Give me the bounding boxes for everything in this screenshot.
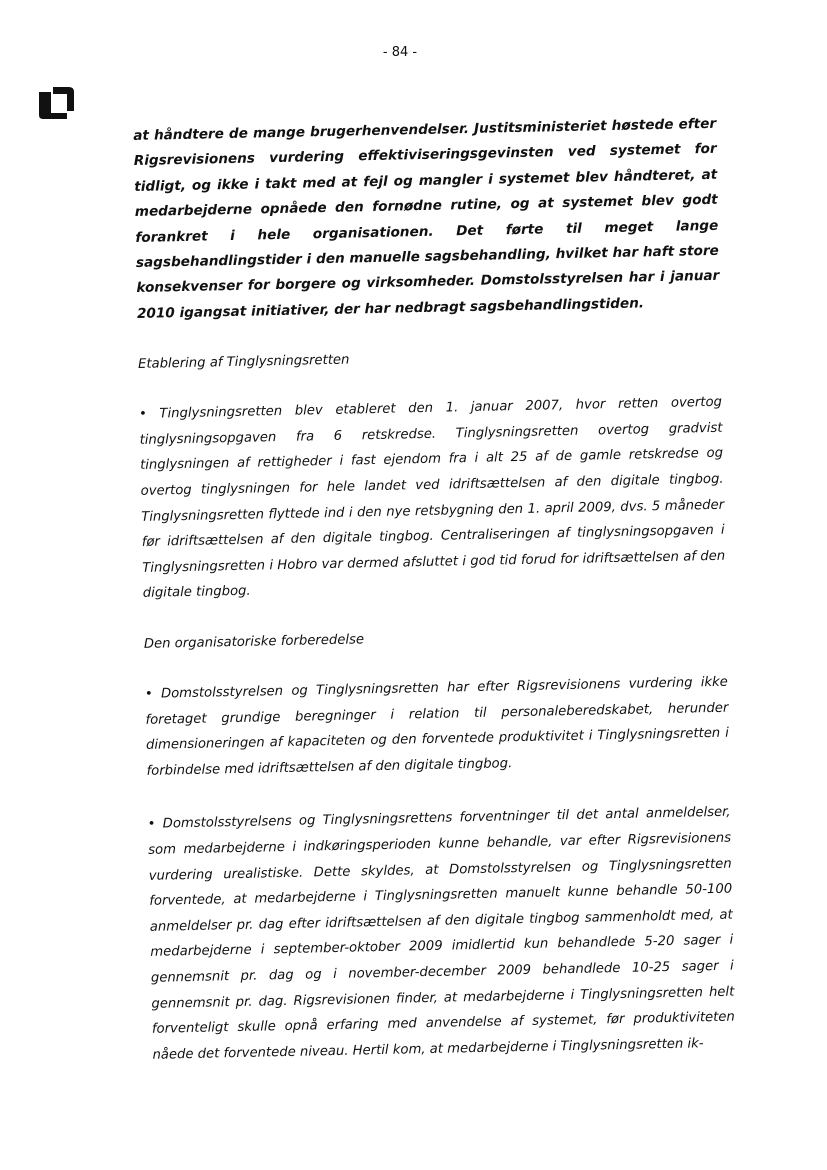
bullet-paragraph: • Domstolsstyrelsens og Tinglysningsrettens forventninger til det antal anmeldelser, som medarbejderne i indkøringsperioden kunne behandle, var efter Rigsrevisionens vurdering urealistiske. Dette skyldes, at Domstolsstyrelsen og Tinglysningsretten forventede, at medarbejderne i Tinglysningsretten manuelt kunne behandle 50-100 anmeldelser pr. dag efter idriftsættelsen af den digitale tingbog sammenholdt med, at medarbejderne i september-oktober 2009 imidlertid kun behandlede 5-20 sager i gennemsnit pr. dag og i november-december 2009 behandlede 10-25 sager i gennemsnit pr. dag. Rigsrevisionen finder, at medarbejderne i Tinglysningsretten helt forventeligt skulle opnå erfaring med anvendelse af systemet, før produktiviteten nåede det forventede niveau. Hertil kom, at medarbejderne i Tinglysningsretten ik- [147,805,735,1063]
intro-paragraph: at håndtere de mange brugerhenvendelser. Justitsministeriet høstede efter Rigsrevisionens vurdering effektiviseringsgevinsten ved systemet for tidligt, og ikke i takt med at fejl og mangler i systemet blev håndteret, at medarbejderne opnåede den fornødne rutine, og at systemet blev godt forankret i hele organisationen. Det førte til meget lange sagsbehandlingstider i den manuelle sagsbehandling, hvilket har haft store konsekvenser for borgere og virksomheder. Domstolsstyrelsen har i januar 2010 igangsat initiativer, der har nedbragt sagsbehandlingstiden. [133,115,720,322]
main-content [133,112,736,1068]
rigsrevisionen-logo-icon [36,86,76,120]
bullet-paragraph: • Domstolsstyrelsen og Tinglysningsretten har efter Rigsrevisionens vurdering ikke foretaget grundige beregninger i relation til personaleberedskabet, herunder dimensioneringen af kapaciteten og den forventede produktivitet i Tinglysningsretten i forbindelse med idriftsættelsen af den digitale tingbog. [144,674,730,779]
page-number: - 84 - [382,45,418,60]
section-heading-etablering: Etablering af Tinglysningsretten [137,352,350,373]
section-heading-organisatoriske: Den organisatoriske forberedelse [143,632,365,652]
bullet-paragraph: • Tinglysningsretten blev etableret den 1. januar 2007, hvor retten overtog tinglysningsopgaven fra 6 retskredse. Tinglysningsretten overtog gradvist tinglysningen af rettigheder i fast ejendom fra i alt 25 af de gamle retskredse og overtog tinglysningen for hele landet ved idriftsættelsen af den digitale tingbog. Tinglysningsretten flyttede ind i den nye retsbygning den 1. april 2009, dvs. 5 måneder før idriftsættelsen af den digitale tingbog. Centraliseringen af tinglysningsopgaven i Tinglysningsretten i Hobro var dermed afsluttet i god tid forud for idriftsættelsen af den digitale tingbog. [138,394,726,602]
